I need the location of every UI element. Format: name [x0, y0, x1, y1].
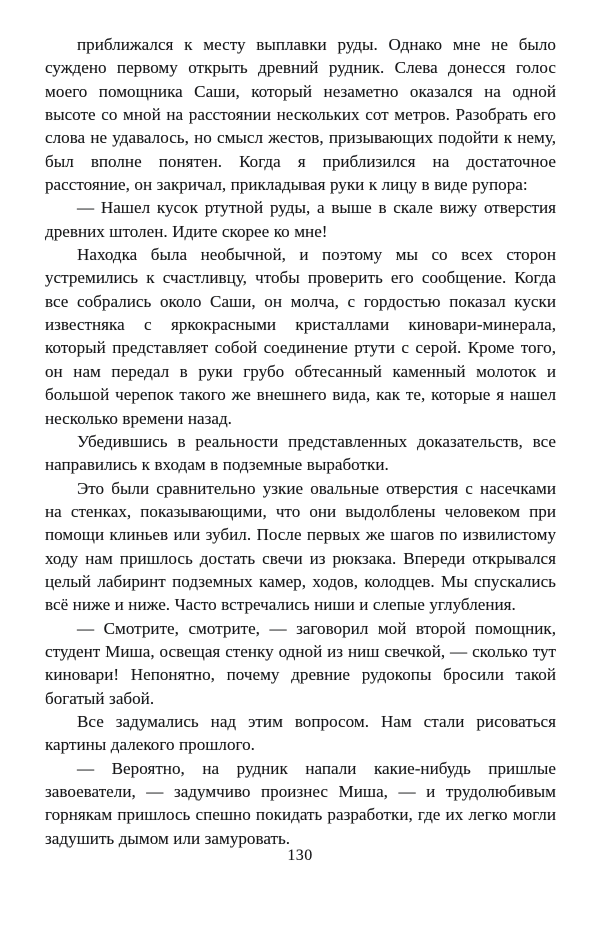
paragraph: Убедившись в реальности представленных доказательств, все направились к входам в подземные выработки. [45, 431, 556, 475]
page-text-block [45, 33, 556, 850]
paragraph: — Нашел кусок ртутной руды, а выше в скале вижу отверстия древних штолен. Идите скорее ко мне! [45, 198, 556, 241]
paragraph: — Смотрите, смотрите, — заговорил мой второй помощник, студент Миша, освещая стенку одной из ниш свечкой, — сколько тут киновари! Непонятно, почему древние рудокопы бросили такой богатый забой. [45, 618, 556, 708]
paragraph: Это были сравнительно узкие овальные отверстия с насечками на стенках, показывающими, что они выдолблены человеком при помощи клиньев или зубил. После первых же шагов по извилистому ходу нам пришлось достать свечи из рюкзака. Впереди открывался целый лабиринт подземных камер, ходов, колодцев. Мы спускались всё ниже и ниже. Часто встречались ниши и слепые углубления. [45, 478, 556, 615]
paragraph: приближался к месту выплавки руды. Однако мне не было суждено первому открыть древний рудник. Слева донесся голос моего помощника Саши, который незаметно оказался на одной высоте со мной на расстоянии нескольких сот метров. Разобрать его слова не удавалось, но смысл жестов, призывающих подойти к нему, был вполне понятен. Когда я приблизился на достаточное расстояние, он закричал, прикладывая руки к лицу в виде рупора: [45, 35, 556, 195]
page-number: 130 [287, 847, 313, 864]
paragraph: Находка была необычной, и поэтому мы со всех сторон устремились к счастливцу, чтобы проверить его сообщение. Когда все собрались около Саши, он молча, с гордостью показал куски известняка с яркокрасными кристаллами киновари-минерала, который представляет собой соединение ртути с серой. Кроме того, он нам передал в руки грубо обтесанный каменный молоток и большой черепок такого же внешнего вида, как те, которые я нашел несколько времени назад. [45, 245, 556, 428]
paragraph: Все задумались над этим вопросом. Нам стали рисоваться картины далекого прошлого. [45, 711, 556, 755]
paragraph: — Вероятно, на рудник напали какие-нибудь пришлые завоеватели, — задумчиво произнес Миша, — и трудолюбивым горнякам пришлось спешно покидать разработки, где их легко могли задушить дымом или замуровать. [45, 758, 556, 848]
